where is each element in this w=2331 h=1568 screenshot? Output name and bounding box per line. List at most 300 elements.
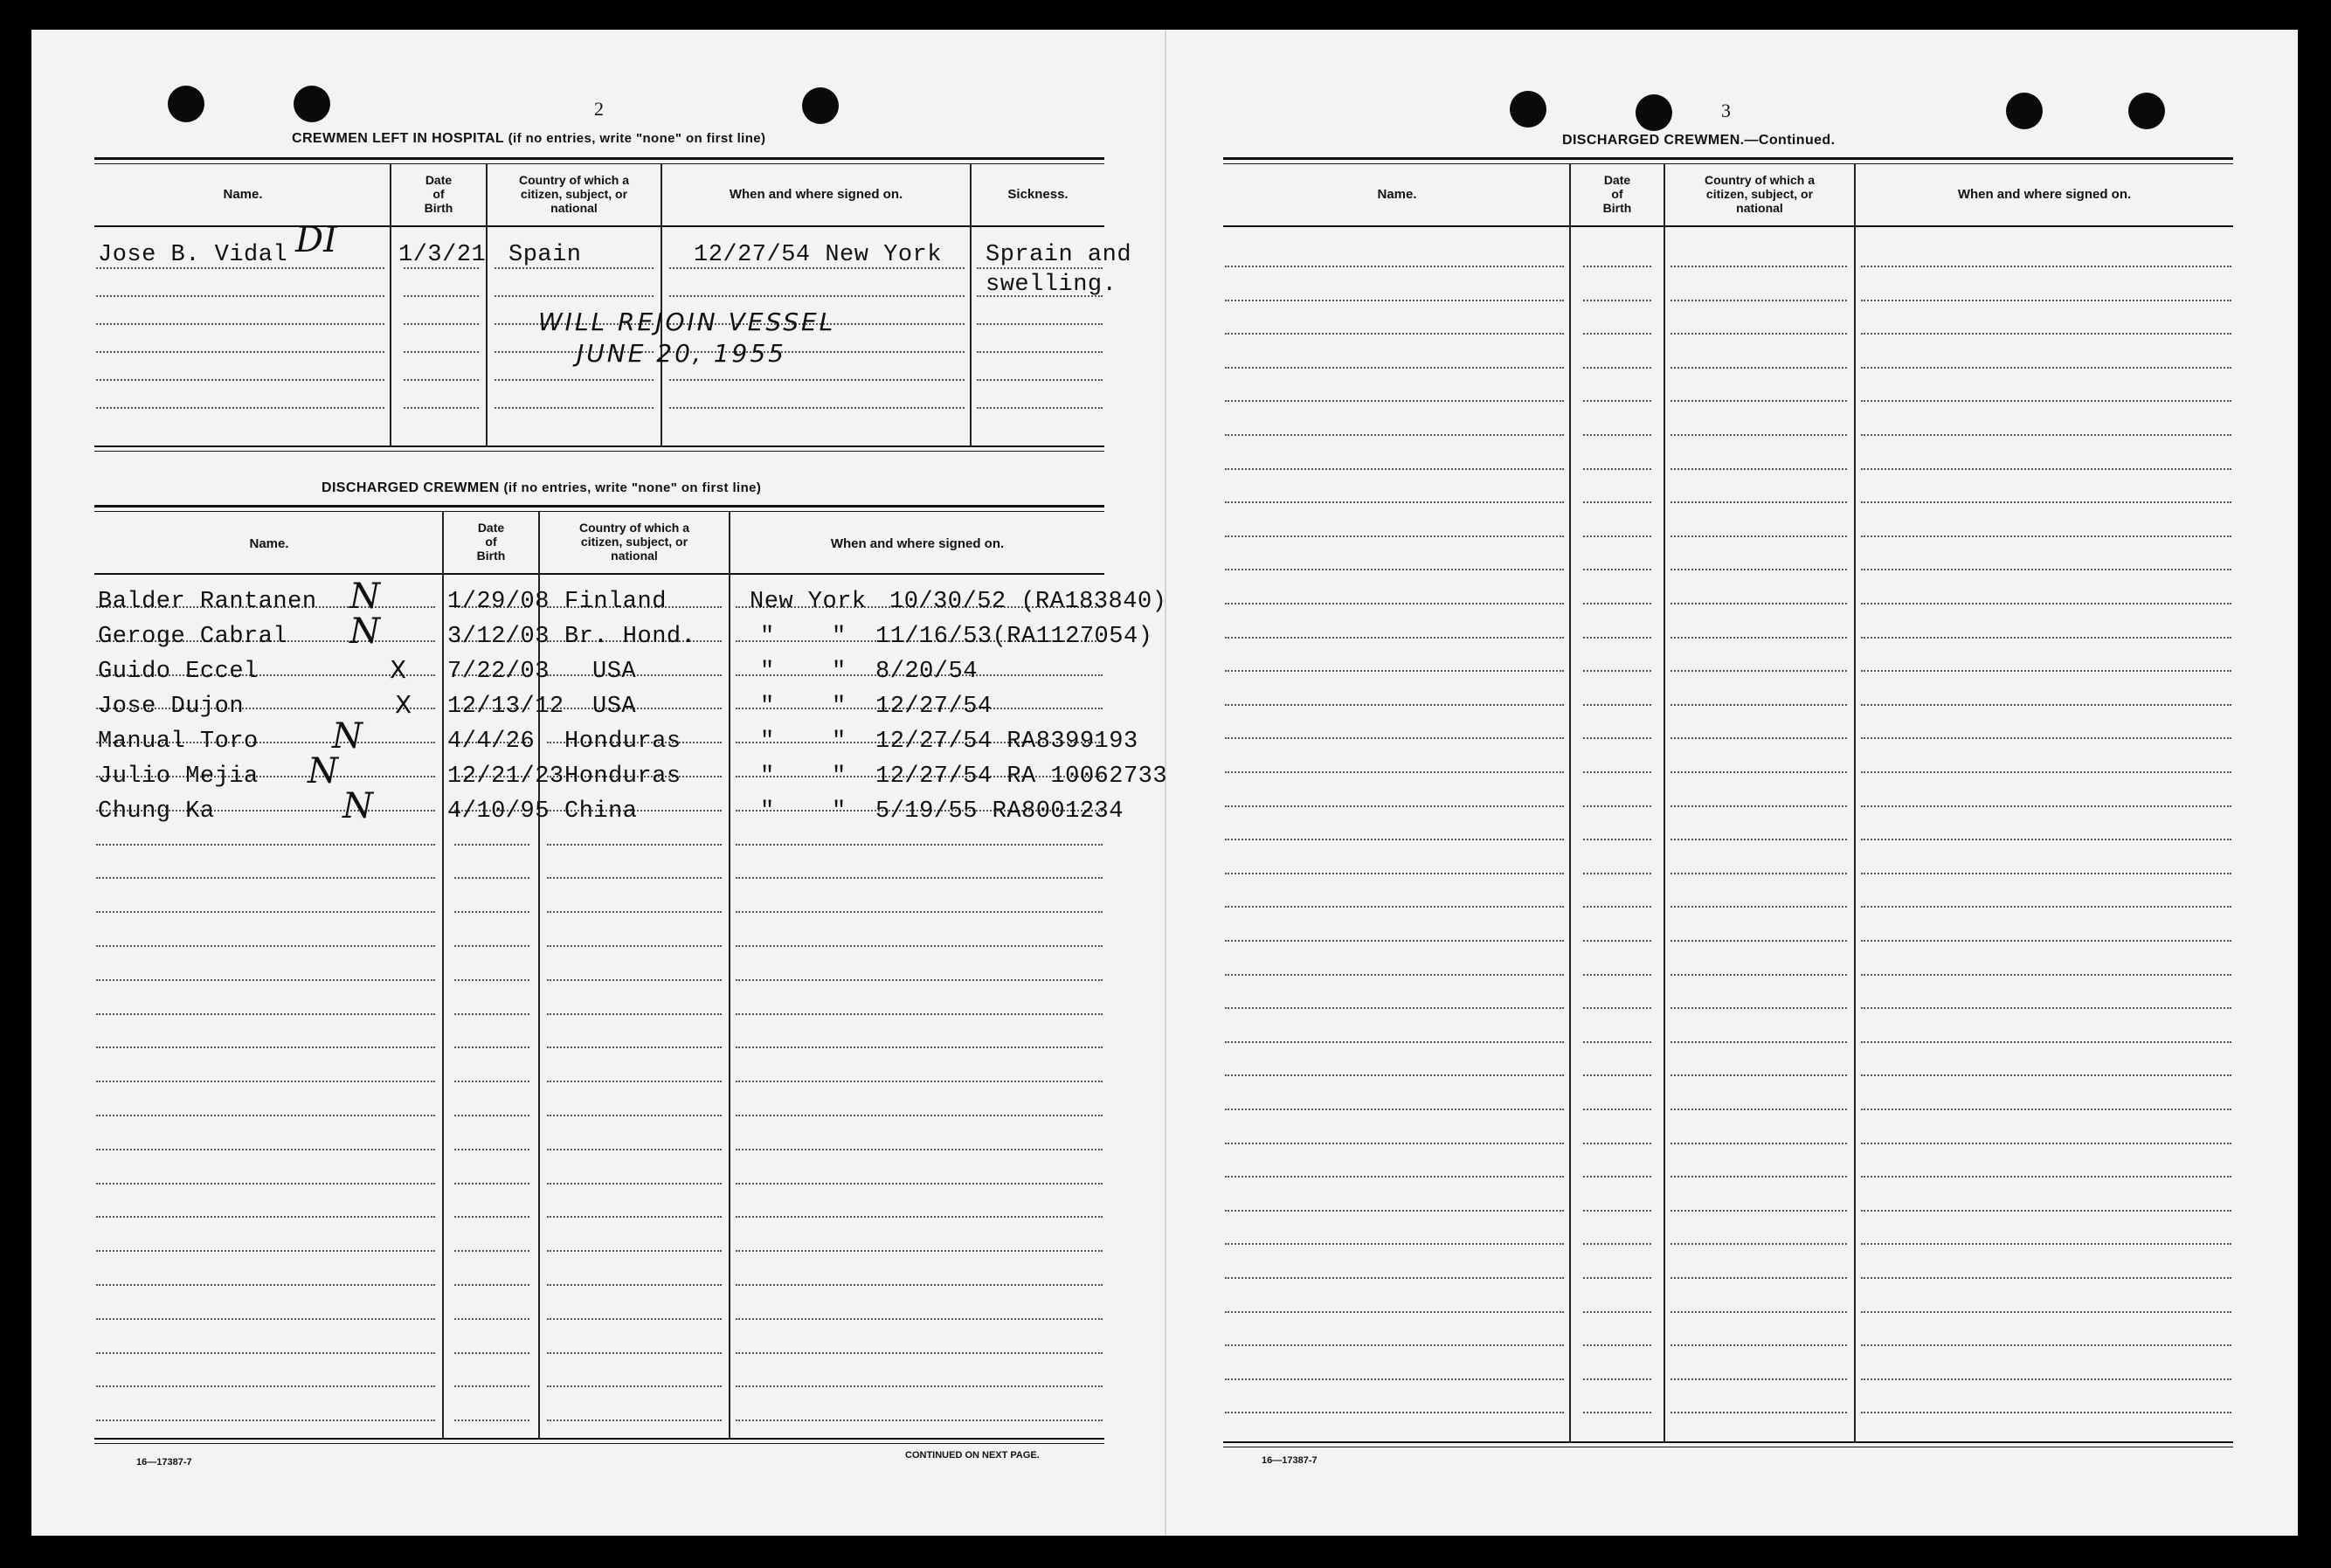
- ruled-line: [96, 1385, 435, 1387]
- hospital-entry-name: Jose B. Vidal: [98, 242, 288, 268]
- ruled-line: [96, 945, 435, 947]
- crew-mark: N: [308, 751, 338, 791]
- header-line: Birth: [1602, 201, 1632, 215]
- punch-hole: [1636, 94, 1672, 131]
- right-col-divider: [1569, 164, 1571, 1443]
- ruled-line: [454, 1149, 529, 1150]
- header-line: Country of which a: [579, 521, 689, 535]
- ruled-line: [977, 379, 1103, 381]
- ruled-line: [1225, 873, 1564, 874]
- ruled-line: [669, 379, 965, 381]
- ruled-line: [736, 911, 1103, 913]
- ruled-line: [1583, 266, 1651, 267]
- ruled-line: [547, 1352, 722, 1354]
- ruled-line: [96, 1216, 435, 1218]
- header-line: of: [485, 535, 497, 549]
- hospital-handwritten-note-2: JUNE 20, 1955: [577, 339, 786, 368]
- crew-mark: N: [349, 611, 380, 652]
- crew-dob: 12/21/23: [447, 763, 564, 790]
- ruled-line: [1861, 468, 2231, 470]
- ruled-line: [454, 1250, 529, 1252]
- ruled-line: [1861, 1007, 2231, 1009]
- ruled-line: [1583, 1176, 1651, 1178]
- ruled-line: [1225, 1109, 1564, 1110]
- right-header-country: [1665, 173, 1854, 215]
- crew-signed-place: ": [760, 729, 775, 755]
- ruled-line: [1225, 535, 1564, 537]
- ruled-line: [736, 1013, 1103, 1015]
- ruled-line: [1670, 1007, 1847, 1009]
- ruled-line: [1225, 805, 1564, 807]
- crew-country: Br. Hond.: [564, 624, 696, 650]
- ruled-line: [96, 1183, 435, 1185]
- ruled-line: [1583, 603, 1651, 604]
- punch-hole: [168, 86, 204, 122]
- ruled-line: [1861, 1074, 2231, 1076]
- discharged-header-dob: [444, 521, 538, 563]
- ruled-line: [1861, 940, 2231, 942]
- ruled-line: [1583, 1412, 1651, 1413]
- ruled-line: [547, 979, 722, 981]
- ruled-line: [1583, 300, 1651, 301]
- hospital-handwritten-note-1: WILL REJOIN VESSEL: [538, 307, 836, 336]
- right-header-dob: [1571, 173, 1664, 215]
- ruled-line: [547, 877, 722, 879]
- ruled-line: [547, 1115, 722, 1116]
- ruled-line: [1225, 1243, 1564, 1245]
- ruled-line: [1583, 873, 1651, 874]
- discharged-col-divider: [729, 512, 730, 1440]
- crew-signed-place: ": [760, 659, 775, 685]
- ruled-line: [1670, 704, 1847, 706]
- ruled-line: [1583, 1344, 1651, 1346]
- ruled-line: [547, 1419, 722, 1421]
- discharged-header-country: [540, 521, 729, 563]
- ruled-line: [1225, 771, 1564, 773]
- page-number-left: 2: [594, 98, 604, 120]
- ruled-line: [1583, 333, 1651, 335]
- right-header-name: Name.: [1377, 187, 1417, 202]
- ruled-line: [96, 1115, 435, 1116]
- ruled-line: [1861, 1176, 2231, 1178]
- ruled-line: [1583, 1007, 1651, 1009]
- ruled-line: [736, 1284, 1103, 1286]
- ruled-line: [1861, 1243, 2231, 1245]
- ruled-line: [1583, 501, 1651, 503]
- ruled-line: [96, 1419, 435, 1421]
- ruled-line: [1670, 603, 1847, 604]
- ruled-line: [1583, 940, 1651, 942]
- crew-country: Honduras: [564, 763, 681, 790]
- crew-mark: N: [349, 577, 380, 617]
- right-col-divider: [1854, 164, 1856, 1443]
- ruled-line: [1225, 569, 1564, 570]
- right-section-title: DISCHARGED CREWMEN.—Continued.: [1562, 133, 1836, 148]
- ruled-line: [547, 911, 722, 913]
- ruled-line: [1670, 873, 1847, 874]
- ruled-line: [547, 1284, 722, 1286]
- header-line: Birth: [476, 549, 506, 563]
- ruled-line: [1670, 1277, 1847, 1279]
- ruled-line: [1225, 670, 1564, 672]
- ruled-line: [1225, 1311, 1564, 1313]
- hospital-bottom-rule: [94, 446, 1104, 447]
- ruled-line: [1861, 300, 2231, 301]
- ruled-line: [454, 844, 529, 846]
- ruled-line: [1225, 704, 1564, 706]
- ruled-line: [96, 1149, 435, 1150]
- hospital-header-country: [488, 173, 661, 215]
- discharged-col-divider: [442, 512, 444, 1440]
- crew-signed-ditto: ": [832, 798, 847, 825]
- ruled-line: [96, 1046, 435, 1048]
- discharged-col-divider: [538, 512, 540, 1440]
- ruled-line: [736, 1250, 1103, 1252]
- ruled-line: [1225, 1041, 1564, 1043]
- form-number-right: 16—17387-7: [1262, 1455, 1318, 1466]
- crew-name: Jose Dujon: [98, 694, 245, 720]
- ruled-line: [1583, 771, 1651, 773]
- ruled-line: [96, 979, 435, 981]
- ruled-line: [1861, 603, 2231, 604]
- ruled-line: [454, 1318, 529, 1320]
- header-line: Date: [1603, 173, 1631, 187]
- ruled-line: [1583, 1277, 1651, 1279]
- ruled-line: [96, 351, 384, 353]
- ruled-line: [977, 323, 1103, 325]
- ruled-line: [736, 1046, 1103, 1048]
- ruled-line: [1861, 637, 2231, 639]
- ruled-line: [547, 1081, 722, 1082]
- crew-country: China: [564, 798, 638, 825]
- ruled-line: [547, 1216, 722, 1218]
- header-line: of: [432, 187, 445, 201]
- crew-name: Manual Toro: [98, 729, 259, 755]
- ruled-line: [547, 1046, 722, 1048]
- crew-signed-ditto: ": [832, 729, 847, 755]
- ruled-line: [1670, 569, 1847, 570]
- ruled-line: [96, 379, 384, 381]
- crew-signed-place: ": [760, 694, 775, 720]
- ruled-line: [454, 1284, 529, 1286]
- ruled-line: [1861, 805, 2231, 807]
- ruled-line: [495, 379, 654, 381]
- ruled-line: [1861, 1143, 2231, 1144]
- ruled-line: [495, 407, 654, 409]
- right-top-rule: [1223, 157, 2233, 160]
- discharged-section-title: [322, 480, 761, 496]
- crew-mark: X: [395, 690, 412, 719]
- hospital-section-title: [292, 131, 765, 147]
- ruled-line: [1670, 1074, 1847, 1076]
- ruled-line: [1670, 1041, 1847, 1043]
- ruled-line: [96, 407, 384, 409]
- hospital-top-rule-2: [94, 163, 1104, 164]
- ruled-line: [1861, 1041, 2231, 1043]
- hospital-top-rule: [94, 157, 1104, 160]
- discharged-header-signed: When and where signed on.: [830, 536, 1005, 551]
- crew-signed-date: 12/27/54: [875, 694, 993, 720]
- ruled-line: [454, 1216, 529, 1218]
- ruled-line: [404, 295, 479, 297]
- crew-signed-date: 8/20/54: [875, 659, 978, 685]
- ruled-line: [1225, 974, 1564, 976]
- ruled-line: [1225, 468, 1564, 470]
- hospital-header-sickness: Sickness.: [1007, 187, 1069, 202]
- header-line: citizen, subject, or: [1705, 187, 1814, 201]
- ruled-line: [736, 1183, 1103, 1185]
- ruled-line: [454, 945, 529, 947]
- ruled-line: [1861, 1378, 2231, 1380]
- ruled-line: [1861, 1311, 2231, 1313]
- right-col-divider: [1664, 164, 1665, 1443]
- discharged-title-note: (if no entries, write "none" on first line): [503, 480, 762, 495]
- ruled-line: [1225, 1074, 1564, 1076]
- hospital-entry-country: Spain: [508, 242, 582, 268]
- ruled-line: [1670, 1378, 1847, 1380]
- header-line: of: [1611, 187, 1623, 201]
- ruled-line: [736, 979, 1103, 981]
- punch-hole: [2006, 93, 2043, 129]
- ruled-line: [1670, 1176, 1847, 1178]
- ruled-line: [96, 1318, 435, 1320]
- ruled-line: [1670, 434, 1847, 436]
- ruled-line: [1583, 1109, 1651, 1110]
- ruled-line: [1225, 1378, 1564, 1380]
- ruled-line: [96, 323, 384, 325]
- punch-hole: [1510, 91, 1546, 128]
- ruled-line: [1225, 1277, 1564, 1279]
- hospital-entry-sickness-1: Sprain and: [986, 242, 1132, 268]
- crew-name: Guido Eccel: [98, 659, 259, 685]
- ruled-line: [977, 351, 1103, 353]
- ruled-line: [1583, 1143, 1651, 1144]
- discharged-header-rule: [94, 573, 1104, 575]
- ruled-line: [547, 1250, 722, 1252]
- ruled-line: [1670, 501, 1847, 503]
- ruled-line: [1670, 771, 1847, 773]
- punch-hole: [294, 86, 330, 122]
- form-number-left: 16—17387-7: [136, 1457, 192, 1468]
- ruled-line: [1861, 333, 2231, 335]
- ruled-line: [1861, 1277, 2231, 1279]
- right-header-signed: When and where signed on.: [1957, 187, 2132, 202]
- ruled-line: [1670, 1243, 1847, 1245]
- ruled-line: [1225, 1412, 1564, 1413]
- ruled-line: [736, 1081, 1103, 1082]
- ruled-line: [1670, 266, 1847, 267]
- header-line: national: [611, 549, 658, 563]
- ruled-line: [1670, 1143, 1847, 1144]
- crew-signed-place: ": [760, 763, 775, 790]
- ruled-line: [1583, 468, 1651, 470]
- ruled-line: [1861, 771, 2231, 773]
- discharged-bottom-rule: [94, 1438, 1104, 1440]
- crew-mark: X: [390, 655, 407, 684]
- ruled-line: [1583, 535, 1651, 537]
- ruled-line: [454, 1081, 529, 1082]
- ruled-line: [1861, 535, 2231, 537]
- ruled-line: [1583, 1243, 1651, 1245]
- ruled-line: [1861, 839, 2231, 840]
- hospital-bottom-rule-2: [94, 451, 1104, 452]
- ruled-line: [1670, 974, 1847, 976]
- crew-dob: 12/13/12: [447, 694, 564, 720]
- ruled-line: [495, 295, 654, 297]
- ruled-line: [736, 945, 1103, 947]
- ruled-line: [96, 844, 435, 846]
- ruled-line: [1861, 873, 2231, 874]
- ruled-line: [1225, 434, 1564, 436]
- header-line: Date: [425, 173, 453, 187]
- ruled-line: [547, 1385, 722, 1387]
- ruled-line: [547, 844, 722, 846]
- ruled-line: [1861, 266, 2231, 267]
- ruled-line: [547, 1183, 722, 1185]
- ruled-line: [1670, 670, 1847, 672]
- discharged-top-rule-2: [94, 511, 1104, 512]
- crew-dob: 3/12/03: [447, 624, 550, 650]
- ruled-line: [1670, 906, 1847, 908]
- ruled-line: [96, 1081, 435, 1082]
- hospital-header-dob: [391, 173, 486, 215]
- ruled-line: [1670, 1344, 1847, 1346]
- ruled-line: [1861, 434, 2231, 436]
- ruled-line: [96, 1284, 435, 1286]
- ruled-line: [454, 911, 529, 913]
- crew-signed-ditto: ": [832, 659, 847, 685]
- header-line: Date: [477, 521, 505, 535]
- ruled-line: [1861, 1344, 2231, 1346]
- right-header-rule: [1223, 225, 2233, 227]
- ruled-line: [96, 1352, 435, 1354]
- crew-name: Geroge Cabral: [98, 624, 288, 650]
- ruled-line: [1225, 1210, 1564, 1212]
- crew-country: Honduras: [564, 729, 681, 755]
- discharged-title: DISCHARGED CREWMEN: [322, 480, 500, 495]
- ruled-line: [454, 1352, 529, 1354]
- ruled-line: [1861, 974, 2231, 976]
- header-line: Country of which a: [1705, 173, 1815, 187]
- ruled-line: [1670, 367, 1847, 369]
- ruled-line: [547, 1318, 722, 1320]
- ruled-line: [1583, 637, 1651, 639]
- ruled-line: [1583, 670, 1651, 672]
- ruled-line: [1225, 300, 1564, 301]
- ruled-line: [547, 945, 722, 947]
- ruled-line: [1670, 1210, 1847, 1212]
- ruled-line: [1861, 569, 2231, 570]
- ruled-line: [736, 1216, 1103, 1218]
- ruled-line: [454, 1046, 529, 1048]
- ruled-line: [1583, 906, 1651, 908]
- ruled-line: [669, 407, 965, 409]
- crew-signed-ditto: ": [832, 624, 847, 650]
- ruled-line: [404, 407, 479, 409]
- crew-dob: 4/10/95: [447, 798, 550, 825]
- ruled-line: [1670, 400, 1847, 402]
- crew-signed-date: 11/16/53(RA1127054): [875, 624, 1153, 650]
- crew-country: Finland: [564, 589, 667, 615]
- ruled-line: [1670, 468, 1847, 470]
- ruled-line: [1861, 704, 2231, 706]
- ruled-line: [736, 1115, 1103, 1116]
- ruled-line: [1225, 367, 1564, 369]
- crew-name: Chung Ka: [98, 798, 215, 825]
- ruled-line: [1670, 535, 1847, 537]
- ruled-line: [1670, 839, 1847, 840]
- ruled-line: [96, 1250, 435, 1252]
- header-line: Birth: [424, 201, 453, 215]
- discharged-top-rule: [94, 505, 1104, 508]
- hospital-col-divider: [970, 164, 972, 447]
- crew-name: Julio Mejia: [98, 763, 259, 790]
- ruled-line: [454, 1115, 529, 1116]
- ruled-line: [1861, 737, 2231, 739]
- ruled-line: [1225, 637, 1564, 639]
- ruled-line: [1861, 670, 2231, 672]
- ruled-line: [1583, 400, 1651, 402]
- discharged-header-name: Name.: [249, 536, 289, 551]
- ruled-line: [1583, 1378, 1651, 1380]
- ruled-line: [96, 877, 435, 879]
- ruled-line: [1225, 1344, 1564, 1346]
- ruled-line: [1583, 704, 1651, 706]
- ruled-line: [96, 1013, 435, 1015]
- hospital-title: CREWMEN LEFT IN HOSPITAL: [292, 131, 504, 146]
- right-bottom-rule: [1223, 1441, 2233, 1443]
- crew-dob: 1/29/08: [447, 589, 550, 615]
- crew-mark: N: [342, 786, 373, 826]
- page-number-right: 3: [1721, 100, 1731, 121]
- crew-signed-ditto: ": [832, 694, 847, 720]
- ruled-line: [1225, 603, 1564, 604]
- ruled-line: [1583, 805, 1651, 807]
- hospital-entry-mark: DI: [295, 220, 337, 260]
- crew-dob: 4/4/26: [447, 729, 536, 755]
- ruled-line: [1225, 737, 1564, 739]
- ruled-line: [1670, 940, 1847, 942]
- header-line: Country of which a: [519, 173, 629, 187]
- ruled-line: [1225, 906, 1564, 908]
- ruled-line: [547, 1149, 722, 1150]
- ruled-line: [1583, 1210, 1651, 1212]
- ruled-line: [1583, 367, 1651, 369]
- ruled-line: [1225, 1143, 1564, 1144]
- ruled-line: [1225, 1176, 1564, 1178]
- crew-name: Balder Rantanen: [98, 589, 317, 615]
- ruled-line: [736, 1318, 1103, 1320]
- ruled-line: [1583, 974, 1651, 976]
- ruled-line: [1225, 400, 1564, 402]
- discharged-bottom-rule-2: [94, 1443, 1104, 1444]
- ruled-line: [1670, 1109, 1847, 1110]
- header-line: citizen, subject, or: [520, 187, 628, 201]
- ruled-line: [1225, 333, 1564, 335]
- ruled-line: [1583, 434, 1651, 436]
- ruled-line: [96, 911, 435, 913]
- header-line: citizen, subject, or: [580, 535, 688, 549]
- ruled-line: [1670, 1311, 1847, 1313]
- hospital-header-name: Name.: [223, 187, 263, 202]
- hospital-entry-dob: 1/3/21: [398, 242, 487, 268]
- hospital-header-rule: [94, 225, 1104, 227]
- header-line: national: [550, 201, 598, 215]
- ruled-line: [454, 877, 529, 879]
- crew-signed-date: 5/19/55 RA8001234: [875, 798, 1124, 825]
- ruled-line: [736, 1385, 1103, 1387]
- hospital-header-signed: When and where signed on.: [729, 187, 903, 202]
